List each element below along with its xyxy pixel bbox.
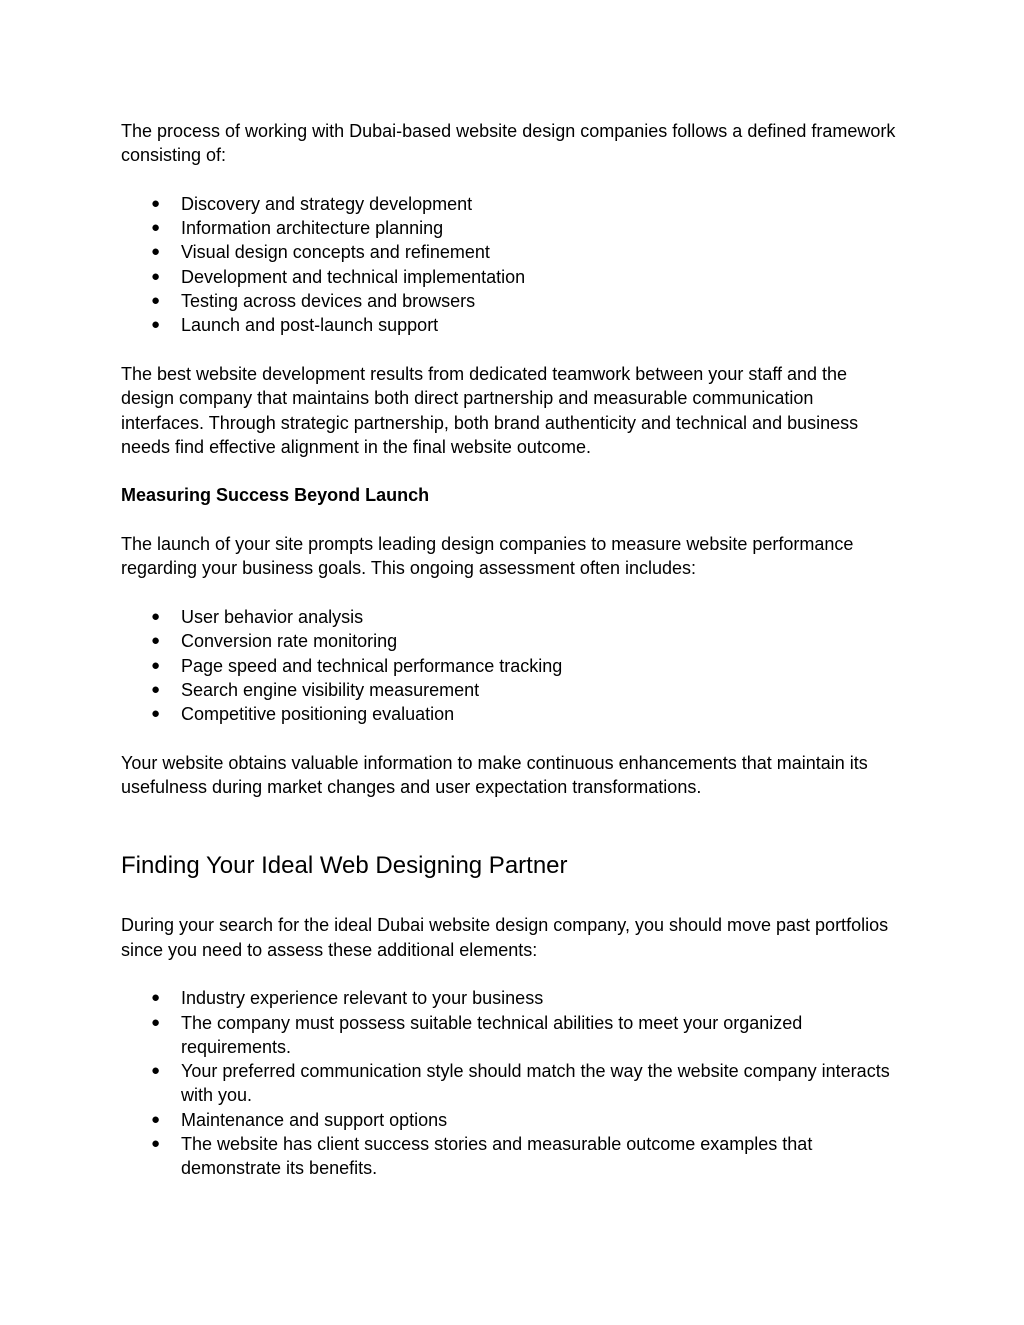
list-item: ● Development and technical implementation	[121, 265, 901, 289]
list-item: ● Maintenance and support options	[121, 1108, 901, 1132]
document-page	[121, 119, 901, 1181]
evaluation-list	[121, 986, 901, 1180]
finding-partner-heading: Finding Your Ideal Web Designing Partner	[121, 852, 568, 880]
measuring-heading: Measuring Success Beyond Launch	[121, 485, 430, 506]
list-item: ● Information architecture planning	[121, 216, 901, 240]
list-item: ● Discovery and strategy development	[121, 192, 901, 216]
measuring-paragraph: The launch of your site prompts leading design companies to measure website performance regarding your business goals. This ongoing assessment often includes:	[121, 534, 854, 579]
measuring-closing-paragraph: Your website obtains valuable information to make continuous enhancements that maintain its usefulness during market changes and user expectation transformations.	[121, 752, 868, 798]
bullet-icon: ●	[151, 607, 161, 625]
bullet-icon: ●	[151, 632, 161, 650]
process-list	[121, 192, 901, 338]
bullet-icon: ●	[151, 1134, 161, 1152]
list-item: ● The website has client success stories and measurable outcome examples that demonstrate its benefits.	[151, 1133, 813, 1179]
list-item: ● Competitive positioning evaluation	[121, 702, 901, 726]
bullet-icon: ●	[151, 989, 161, 1007]
bullet-icon: ●	[151, 656, 161, 674]
bullet-icon: ●	[151, 1062, 161, 1080]
bullet-icon: ●	[151, 316, 161, 334]
list-item: ● Page speed and technical performance tracking	[121, 654, 901, 678]
bullet-icon: ●	[151, 1110, 161, 1128]
list-item: ● User behavior analysis	[121, 605, 901, 629]
finding-paragraph: During your search for the ideal Dubai website design company, you should move past portfolios since you need to assess these additional elements:	[121, 915, 889, 960]
list-item: ● Industry experience relevant to your business	[121, 986, 901, 1010]
list-item: ● Launch and post-launch support	[121, 313, 901, 337]
bullet-icon: ●	[151, 219, 161, 237]
list-item: ● Visual design concepts and refinement	[121, 240, 901, 264]
bullet-icon: ●	[151, 243, 161, 261]
bullet-icon: ●	[151, 292, 161, 310]
bullet-icon: ●	[151, 267, 161, 285]
list-item: ● The company must possess suitable technical abilities to meet your organized requirements.	[151, 1012, 803, 1057]
list-item: ● Your preferred communication style should match the way the website company interacts with you.	[151, 1061, 890, 1106]
assessment-list	[121, 605, 901, 726]
bullet-icon: ●	[151, 194, 161, 212]
list-item: ● Conversion rate monitoring	[121, 629, 901, 653]
bullet-icon: ●	[151, 1013, 161, 1031]
bullet-icon: ●	[151, 680, 161, 698]
teamwork-paragraph: The best website development results from dedicated teamwork between your staff and the design company that maintains both direct partnership and measurable communication interfaces. Through strategic partnership, both brand authenticity and technical and business needs find effective alignment in the final website outcome.	[121, 363, 859, 457]
bullet-icon: ●	[151, 705, 161, 723]
list-item: ● Testing across devices and browsers	[121, 289, 901, 313]
intro-paragraph: The process of working with Dubai-based website design companies follows a defined framework consisting of:	[121, 121, 896, 166]
list-item: ● Search engine visibility measurement	[121, 678, 901, 702]
